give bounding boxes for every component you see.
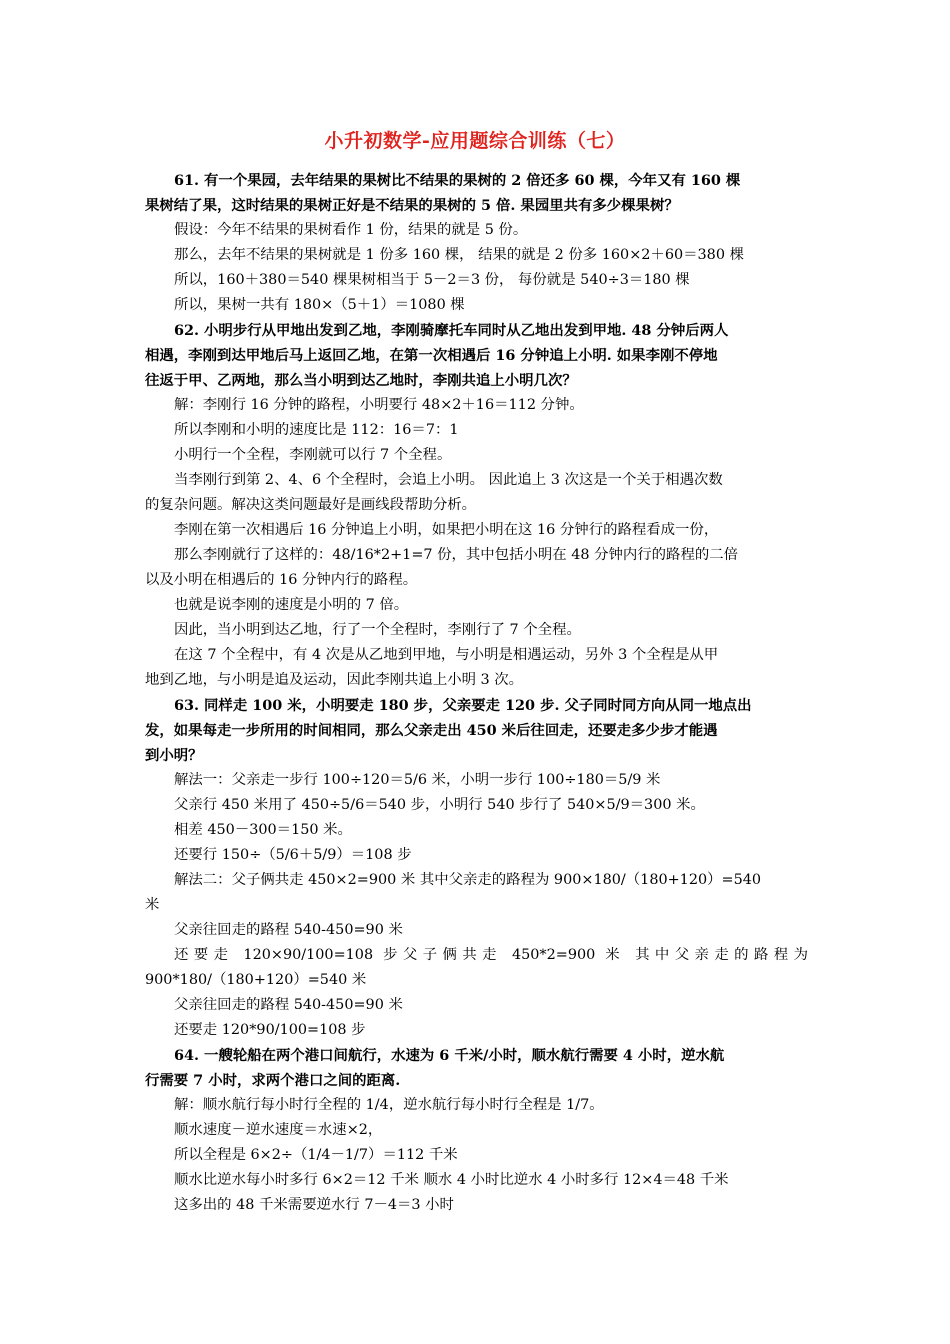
text-line: 还要走 120×90/100=108 步父子俩共走 450*2=900 米 其中父亲走的路程为	[174, 947, 808, 963]
text-line: 李刚在第一次相遇后 16 分钟追上小明，如果把小明在这 16 分钟行的路程看成一份，	[174, 522, 719, 538]
text-line: 解法一：父亲走一步行 100÷120＝5/6 米，小明一步行 100÷180＝5/9 米	[174, 772, 661, 788]
text-line: 在这 7 个全程中，有 4 次是从乙地到甲地，与小明是相遇运动，另外 3 个全程是从甲	[174, 647, 719, 663]
text-line: 所以，160＋380＝540 棵果树相当于 5－2＝3 份， 每份就是 540÷3＝180 棵	[174, 272, 690, 288]
question-line: 到小明？	[145, 747, 203, 764]
text-line: 也就是说李刚的速度是小明的 7 倍。	[174, 597, 409, 613]
document-title: 小升初数学-应用题综合训练（七）	[324, 130, 626, 152]
text-line: 解：顺水航行每小时行全程的 1/4，逆水航行每小时行全程是 1/7。	[174, 1097, 604, 1113]
text-line: 这多出的 48 千米需要逆水行 7－4＝3 小时	[174, 1197, 454, 1213]
text-line: 小明行一个全程，李刚就可以行 7 个全程。	[174, 447, 452, 463]
question-line: 63. 同样走 100 米，小明要走 180 步，父亲要走 120 步. 父子同时同方向从同一地点出	[174, 697, 752, 714]
question-line: 果树结了果，这时结果的果树正好是不结果的果树的 5 倍. 果园里共有多少棵果树？	[145, 197, 679, 214]
text-line: 假设：今年不结果的果树看作 1 份，结果的就是 5 份。	[174, 222, 528, 238]
text-line: 那么李刚就行了这样的：48/16*2+1=7 份，其中包括小明在 48 分钟内行的路程的二倍	[174, 547, 739, 563]
question-line: 相遇，李刚到达甲地后马上返回乙地，在第一次相遇后 16 分钟追上小明. 如果李刚不停地	[145, 347, 718, 364]
text-line: 所以，果树一共有 180×（5＋1）＝1080 棵	[174, 297, 465, 313]
text-line: 解：李刚行 16 分钟的路程，小明要行 48×2＋16＝112 分钟。	[174, 397, 584, 413]
text-line: 的复杂问题。解决这类问题最好是画线段帮助分析。	[145, 497, 476, 513]
text-line: 那么，去年不结果的果树就是 1 份多 160 棵， 结果的就是 2 份多 160×2＋60＝380 棵	[174, 247, 744, 263]
question-line: 发，如果每走一步所用的时间相同，那么父亲走出 450 米后往回走，还要走多少步才能遇	[145, 722, 718, 739]
text-line: 因此，当小明到达乙地，行了一个全程时，李刚行了 7 个全程。	[174, 622, 581, 638]
question-line: 62. 小明步行从甲地出发到乙地，李刚骑摩托车同时从乙地出发到甲地. 48 分钟后两人	[174, 322, 729, 339]
document-body	[145, 168, 808, 1218]
text-line: 900*180/（180+120）=540 米	[145, 972, 367, 988]
text-line: 父亲行 450 米用了 450÷5/6＝540 步，小明行 540 步行了 540×5/9＝300 米。	[174, 797, 705, 813]
text-line: 相差 450－300＝150 米。	[174, 822, 352, 838]
text-line: 所以李刚和小明的速度比是 112：16＝7：1	[174, 422, 459, 438]
question-line: 61. 有一个果园，去年结果的果树比不结果的果树的 2 倍还多 60 棵，今年又有 160 棵	[174, 172, 741, 189]
text-line: 所以全程是 6×2÷（1/4－1/7）＝112 千米	[174, 1147, 458, 1163]
text-line: 以及小明在相遇后的 16 分钟内行的路程。	[145, 572, 418, 588]
text-line: 还要行 150÷（5/6＋5/9）＝108 步	[174, 847, 412, 863]
text-line: 当李刚行到第 2、4、6 个全程时，会追上小明。 因此追上 3 次这是一个关于相遇次数	[174, 472, 723, 488]
text-line: 地到乙地，与小明是追及运动，因此李刚共追上小明 3 次。	[145, 672, 524, 688]
question-line: 行需要 7 小时，求两个港口之间的距离.	[145, 1072, 401, 1089]
text-line: 米	[145, 897, 160, 913]
text-line: 顺水速度－逆水速度＝水速×2，	[174, 1122, 383, 1138]
question-line: 往返于甲、乙两地，那么当小明到达乙地时，李刚共追上小明几次？	[145, 372, 577, 389]
text-line: 父亲往回走的路程 540-450=90 米	[174, 922, 403, 938]
text-line: 还要走 120*90/100=108 步	[174, 1022, 366, 1038]
text-line: 解法二：父子俩共走 450×2=900 米 其中父亲走的路程为 900×180/（180+120）=540	[174, 872, 762, 888]
text-line: 顺水比逆水每小时多行 6×2＝12 千米 顺水 4 小时比逆水 4 小时多行 12×4＝48 千米	[174, 1172, 729, 1188]
text-line: 父亲往回走的路程 540-450=90 米	[174, 997, 403, 1013]
question-line: 64. 一艘轮船在两个港口间航行，水速为 6 千米/小时，顺水航行需要 4 小时，逆水航	[174, 1047, 725, 1064]
